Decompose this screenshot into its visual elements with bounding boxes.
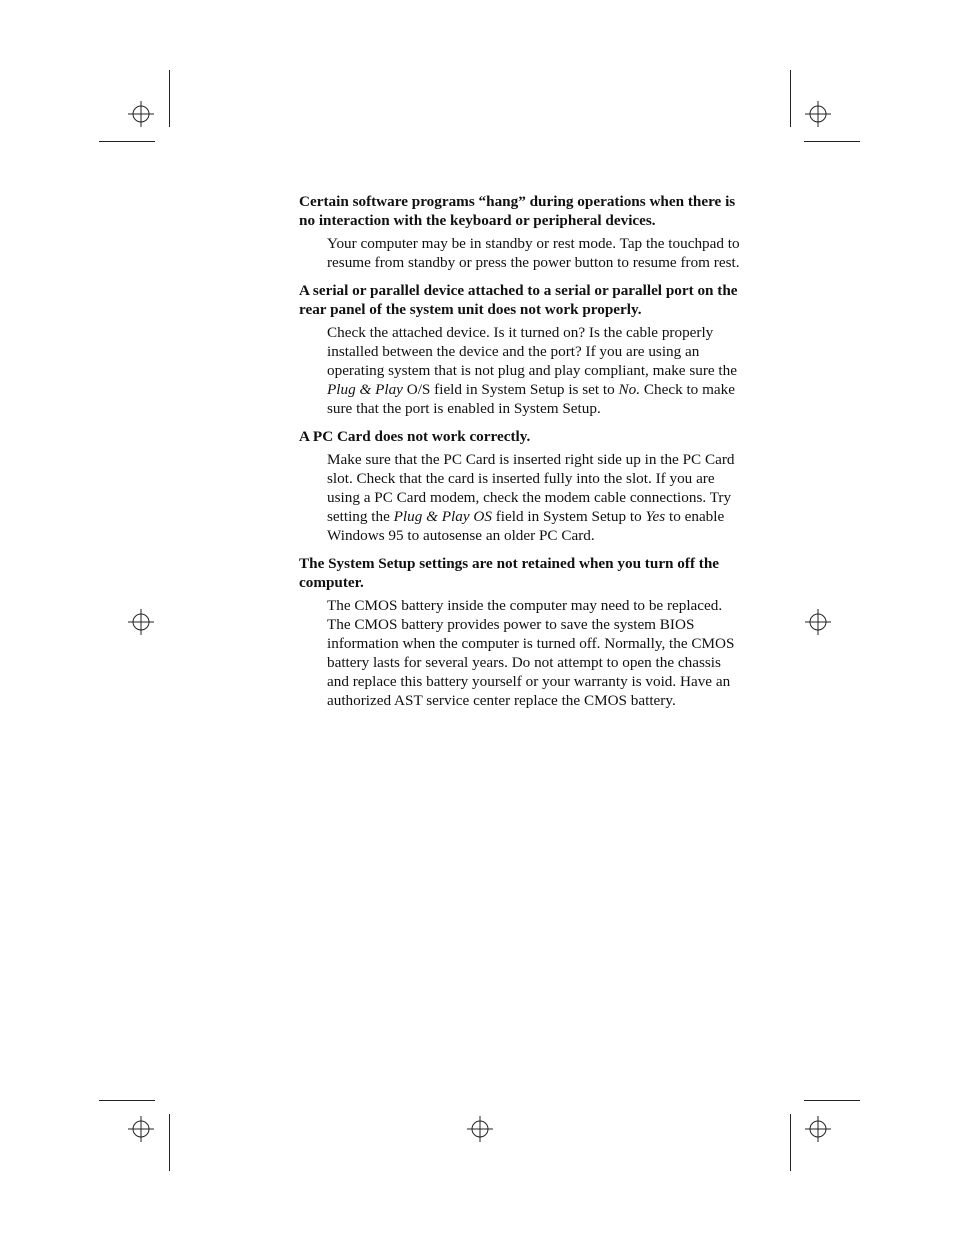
registration-mark-icon bbox=[128, 1116, 154, 1142]
troubleshooting-content bbox=[299, 192, 744, 719]
problem-heading: Certain software programs “hang” during operations when there is no interaction with the keyboard or peripheral devices. bbox=[299, 193, 736, 229]
crop-mark bbox=[99, 1100, 155, 1101]
crop-mark bbox=[169, 1114, 170, 1171]
field-name: Plug & Play bbox=[327, 381, 403, 398]
troubleshooting-item bbox=[299, 427, 744, 545]
crop-mark bbox=[804, 141, 860, 142]
solution-text: Your computer may be in standby or rest mode. Tap the touchpad to resume from standby or press the power button to resume from rest. bbox=[327, 235, 740, 271]
crop-mark bbox=[169, 70, 170, 127]
problem-heading: A serial or parallel device attached to a serial or parallel port on the rear panel of the system unit does not work properly. bbox=[299, 282, 738, 318]
registration-mark-icon bbox=[128, 609, 154, 635]
crop-mark bbox=[804, 1100, 860, 1101]
registration-mark-icon bbox=[128, 101, 154, 127]
crop-mark bbox=[790, 1114, 791, 1171]
problem-heading: A PC Card does not work correctly. bbox=[299, 428, 531, 445]
registration-mark-icon bbox=[805, 101, 831, 127]
field-value: No. bbox=[618, 381, 641, 398]
registration-mark-icon bbox=[805, 1116, 831, 1142]
solution-text: Make sure that the PC Card is inserted right side up in the PC Card slot. Check that the card is inserted fully into the slot. If you are using a PC Card modem, check the modem cable connections. Try setting the Plug & Play OS field in System Setup to Yes to enable Windows 95 to autosense an older PC Card. bbox=[327, 451, 735, 544]
problem-heading: The System Setup settings are not retained when you turn off the computer. bbox=[299, 555, 720, 591]
troubleshooting-item bbox=[299, 554, 744, 710]
field-value: Yes bbox=[645, 508, 666, 525]
solution-text: The CMOS battery inside the computer may need to be replaced. The CMOS battery provides power to save the system BIOS information when the computer is turned off. Normally, the CMOS battery lasts for several years. Do not attempt to open the chassis and replace this battery yourself or your warranty is void. Have an authorized AST service center replace the CMOS battery. bbox=[327, 597, 735, 709]
crop-mark bbox=[99, 141, 155, 142]
troubleshooting-item bbox=[299, 192, 744, 272]
field-name: Plug & Play OS bbox=[393, 508, 492, 525]
solution-text: Check the attached device. Is it turned on? Is the cable properly installed between the device and the port? If you are using an operating system that is not plug and play compliant, make sure the Plug & Play O/S field in System Setup is set to No. Check to make sure that the port is enabled in System Setup. bbox=[327, 324, 737, 417]
crop-mark bbox=[790, 70, 791, 127]
registration-mark-icon bbox=[805, 609, 831, 635]
registration-mark-icon bbox=[467, 1116, 493, 1142]
troubleshooting-item bbox=[299, 281, 744, 418]
